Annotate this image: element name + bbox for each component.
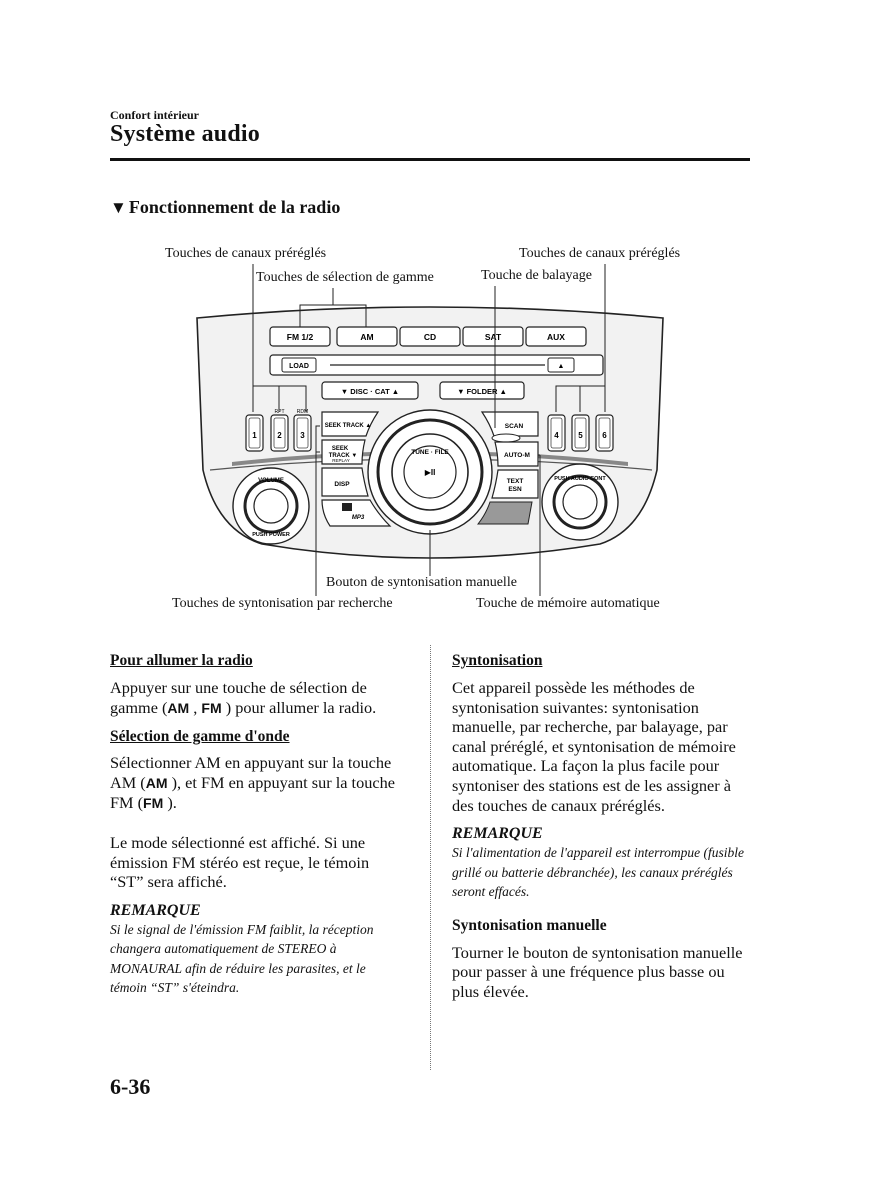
callout-preset-left: Touches de canaux préréglés <box>165 246 327 261</box>
fm-key-symbol: FM <box>201 699 222 716</box>
scan-label: SCAN <box>504 423 524 430</box>
band-button-aux[interactable] <box>526 327 586 346</box>
seek-down-label-1: SEEK <box>331 446 349 452</box>
preset-button-5[interactable] <box>572 415 589 451</box>
rpt-tag: RPT <box>274 409 285 415</box>
band-button-sat-label: SAT <box>484 332 502 342</box>
callout-auto-memory: Touche de mémoire automatique <box>476 596 660 611</box>
mp3-logo: MP3 <box>351 515 365 521</box>
section-label: Confort intérieur <box>110 108 199 122</box>
callout-scan: Touche de balayage <box>481 268 592 283</box>
paragraph-manual-tuning: Tourner le bouton de syntonisation manuelle pour passer à une fréquence plus basse ou plus élevée. <box>452 942 743 1001</box>
folder-label: ▼ FOLDER ▲ <box>457 387 507 396</box>
disp-button[interactable] <box>322 468 368 496</box>
paragraph-mode-display: Le mode sélectionné est affiché. Si une émission FM stéréo est reçue, le témoin “ST” sera affiché. <box>110 832 370 892</box>
fm-key-symbol-2: FM <box>143 795 164 812</box>
subsection-title: Fonctionnement de la radio <box>128 197 341 217</box>
eject-button[interactable] <box>548 358 574 372</box>
preset-1-label: 1 <box>252 431 257 440</box>
seek-down-label-2: TRACK ▼ <box>328 453 358 459</box>
preset-button-4[interactable] <box>548 415 565 451</box>
preset-button-1[interactable] <box>246 415 263 451</box>
preset-4-label: 4 <box>554 431 559 440</box>
heading-band-selection: Sélection de gamme d'onde <box>110 728 290 746</box>
preset-3-label: 3 <box>300 431 305 440</box>
paragraph-tuning: Cet appareil possède les méthodes de syntonisation suivantes: syntonisation manuelle, par recherche, par balayage, par canal préréglé, et syntonisation de mémoire automatique. La façon la plus facile pour syntoniser des stations est de les assigner à des touches de canaux préréglés. <box>452 678 736 815</box>
disc-cat-label: ▼ DISC · CAT ▲ <box>340 387 400 396</box>
preset-button-6[interactable] <box>596 415 613 451</box>
remark-text-left: Si le signal de l'émission FM faiblit, la réception changera automatiquement de STEREO à MONAURAL afin de réduire les parasites, et le témoin “ST” s'éteindra. <box>110 921 374 996</box>
disc-cat-button[interactable] <box>322 382 418 399</box>
seek-up-label: SEEK TRACK ▲ <box>324 423 372 429</box>
remark-heading-right: REMARQUE <box>452 825 543 843</box>
band-button-fm-label: FM 1/2 <box>286 332 314 342</box>
audio-cont-label: PUSH AUDIO CONT <box>554 476 606 482</box>
p1-text-b: , <box>189 697 202 717</box>
p1-text-c: ) pour allumer la radio. <box>221 697 377 717</box>
auto-m-label: AUTO-M <box>504 452 530 459</box>
tune-knob[interactable] <box>392 434 468 510</box>
text-esn-button[interactable] <box>492 470 538 498</box>
right-column <box>452 651 752 1001</box>
p1-text-a: Appuyer sur une touche de sélection de gamme ( <box>110 678 367 717</box>
preset-button-3[interactable] <box>294 415 311 451</box>
preset-button-2[interactable] <box>271 415 288 451</box>
disc-logo-icon <box>342 503 352 511</box>
callout-preset-right: Touches de canaux préréglés <box>519 246 681 261</box>
folder-button[interactable] <box>440 382 524 399</box>
text-label: TEXT <box>506 478 524 485</box>
am-key-symbol: AM <box>167 699 190 716</box>
heading-tuning: Syntonisation <box>452 652 543 669</box>
column-divider <box>430 645 431 1070</box>
preset-2-label: 2 <box>277 431 282 440</box>
replay-label: REPLAY <box>332 458 350 463</box>
heading-manual-tuning: Syntonisation manuelle <box>452 916 607 934</box>
callout-seek-tune: Touches de syntonisation par recherche <box>172 596 393 611</box>
paragraph-turn-on <box>110 678 400 718</box>
rdm-tag: RDM <box>296 409 309 415</box>
callout-manual-tune: Bouton de syntonisation manuelle <box>326 575 517 590</box>
band-button-fm[interactable] <box>270 327 330 346</box>
audio-cont-knob[interactable] <box>542 464 618 540</box>
load-button[interactable] <box>282 358 316 372</box>
remark-heading-left: REMARQUE <box>110 901 201 919</box>
left-column <box>110 651 400 998</box>
seek-down-button[interactable] <box>322 440 365 464</box>
power-label: PUSH POWER <box>252 532 290 538</box>
band-button-am-label: AM <box>360 332 374 342</box>
page-number: 6-36 <box>110 1074 151 1099</box>
callout-band-select: Touches de sélection de gamme <box>256 270 434 285</box>
volume-knob[interactable] <box>233 468 309 544</box>
volume-label: VOLUME <box>258 478 284 484</box>
triangle-down-icon: ▼ <box>110 198 127 217</box>
band-button-aux-label: AUX <box>547 332 565 342</box>
preset-6-label: 6 <box>602 431 607 440</box>
load-button-label: LOAD <box>289 363 309 370</box>
am-key-symbol-2: AM <box>145 774 168 791</box>
remark-text-right: Si l'alimentation de l'appareil est interrompue (fusible grillé ou batterie débranchée), les canaux préréglés seront effacés. <box>452 845 744 900</box>
band-button-am[interactable] <box>337 327 397 346</box>
band-button-cd[interactable] <box>400 327 460 346</box>
eject-icon: ▲ <box>557 363 565 370</box>
p2-text-c: ). <box>163 793 177 813</box>
band-button-cd-label: CD <box>423 332 437 342</box>
auto-m-button[interactable] <box>495 442 538 466</box>
band-button-sat[interactable] <box>463 327 523 346</box>
heading-turn-on-radio: Pour allumer la radio <box>110 652 253 669</box>
page-title: Système audio <box>110 121 260 147</box>
esn-label: ESN <box>508 486 522 493</box>
p2-text-a: Sélectionner AM en appuyant sur la touche AM ( <box>110 753 392 792</box>
preset-5-label: 5 <box>578 431 583 440</box>
paragraph-band-selection <box>110 753 400 814</box>
scan-indicator <box>492 434 520 442</box>
play-pause-icon: ▶II <box>424 468 436 477</box>
tune-file-label: TUNE · FILE <box>411 449 449 456</box>
disp-label: DISP <box>334 481 350 488</box>
p2-text-b: ), et FM en appuyant sur la touche FM ( <box>110 772 395 813</box>
